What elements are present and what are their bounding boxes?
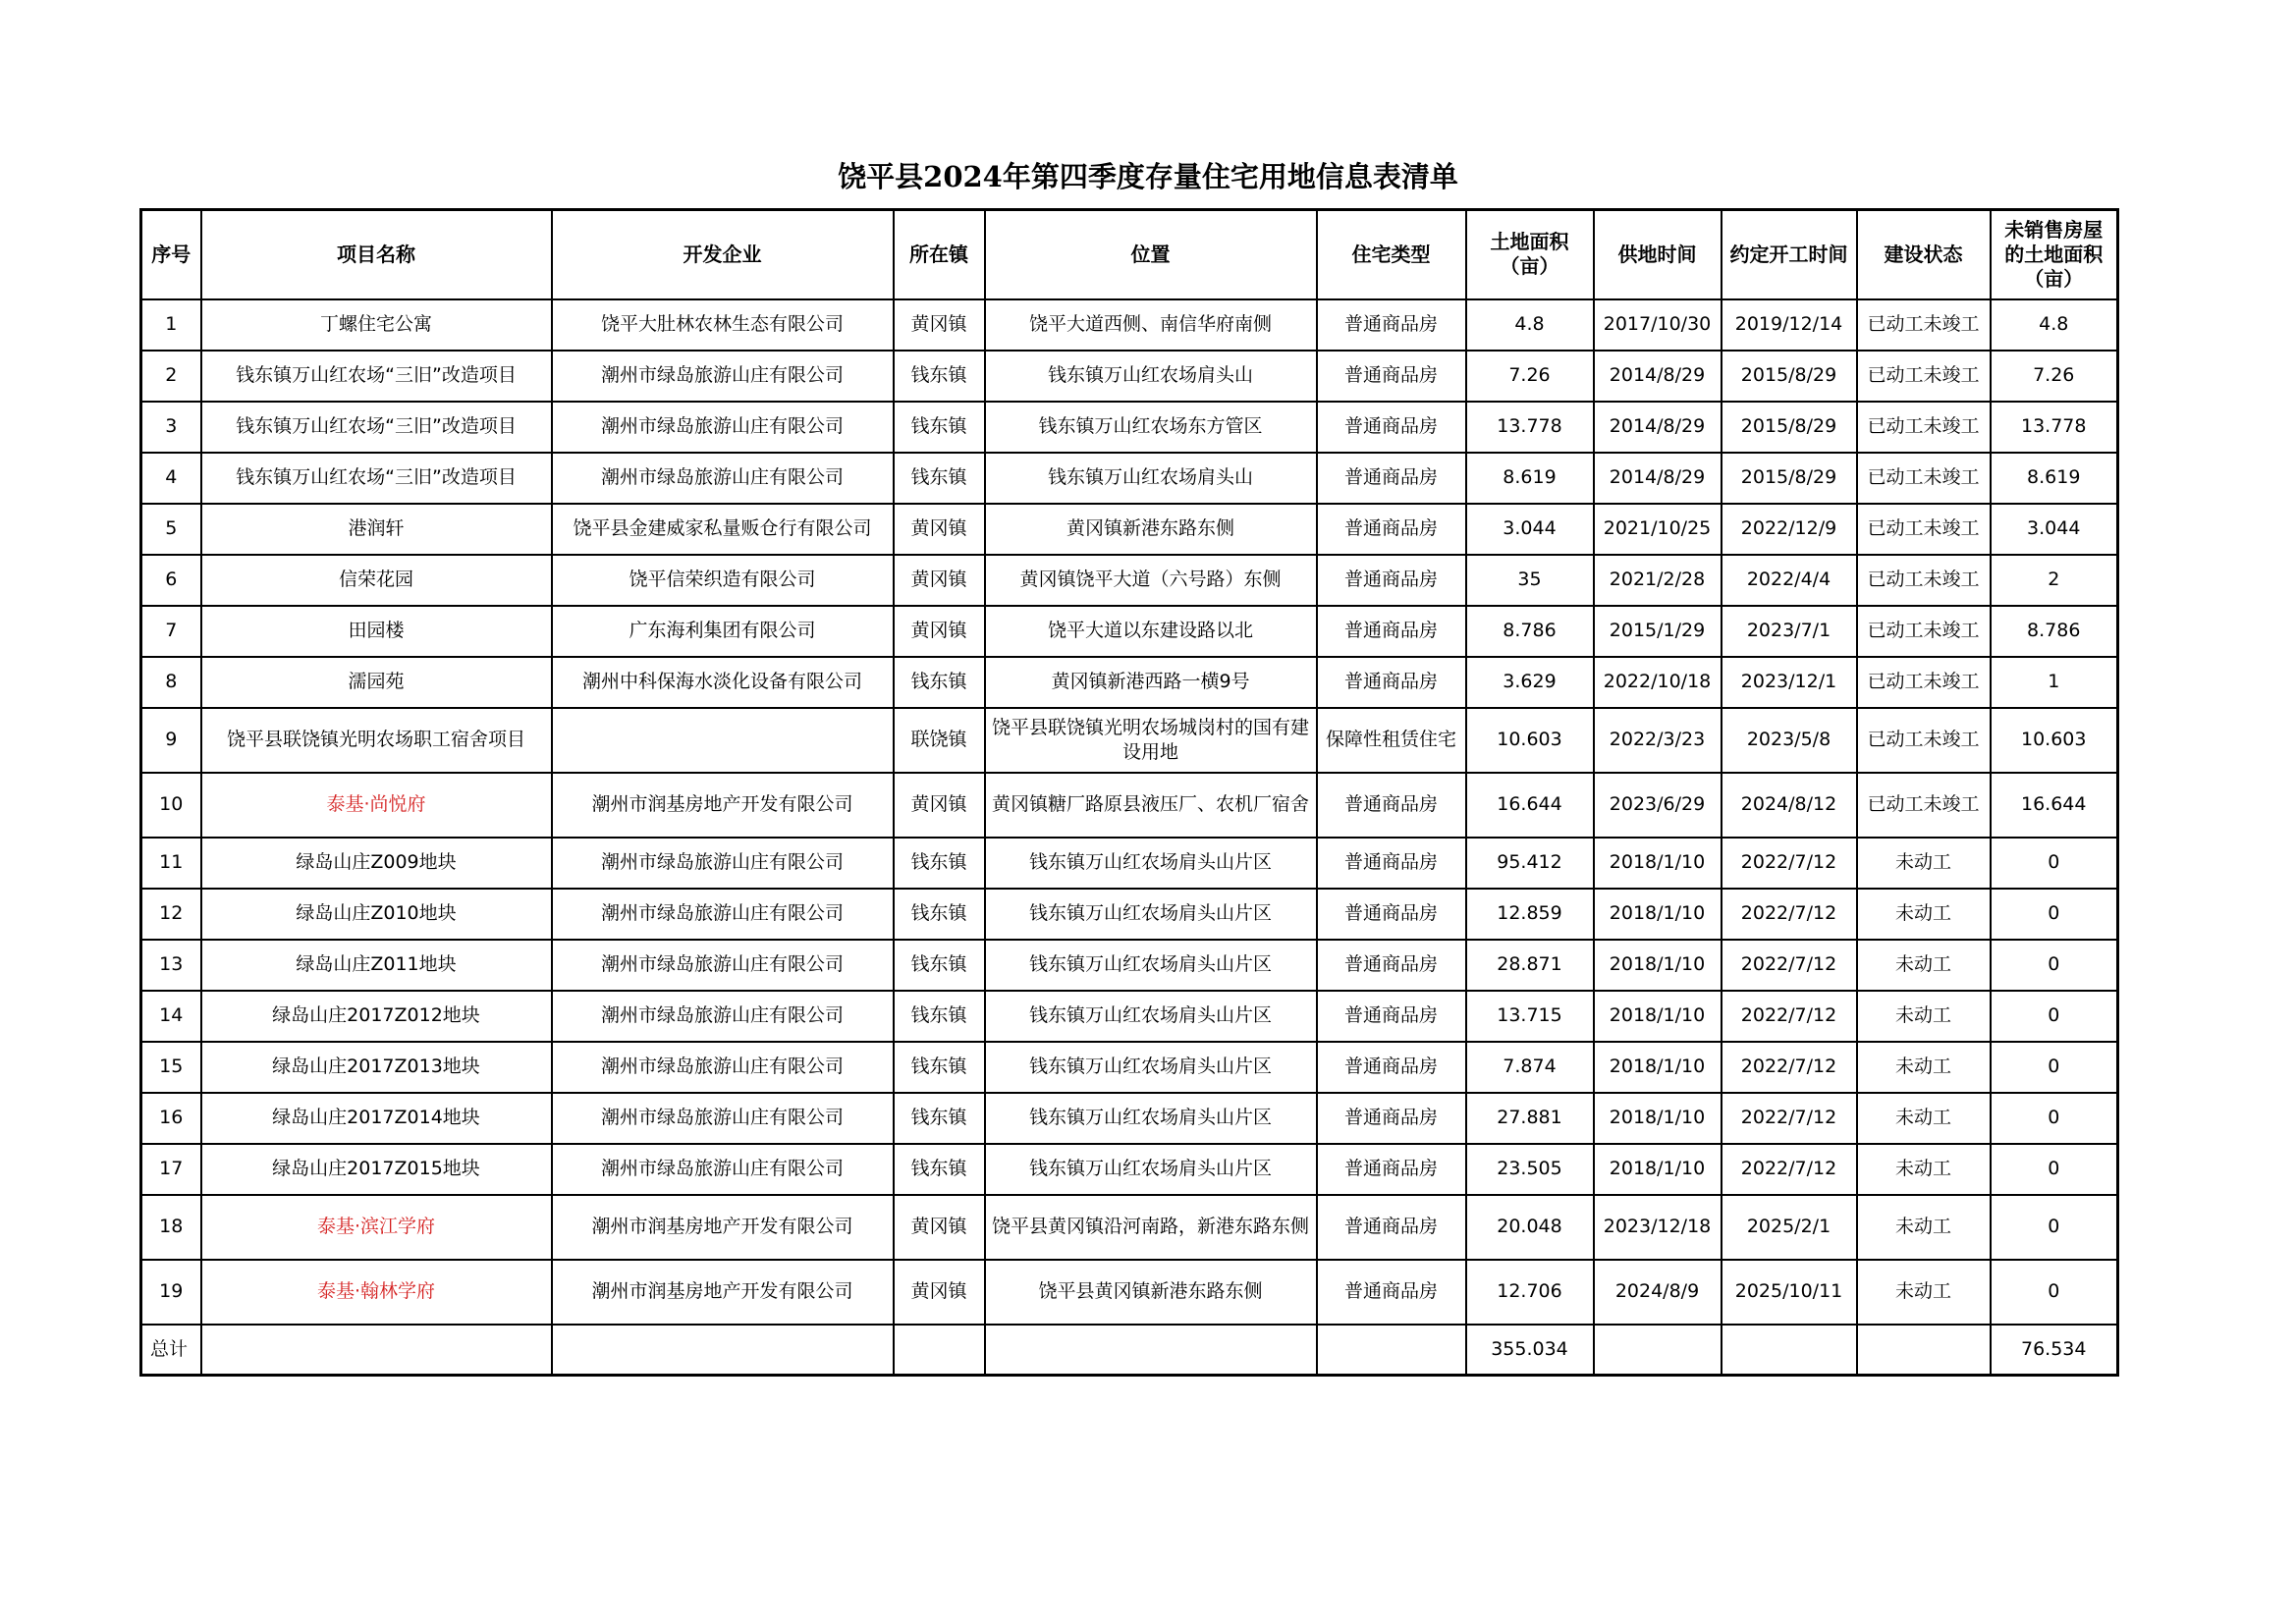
town-cell: 钱东镇: [894, 1093, 985, 1144]
town-cell: 黄冈镇: [894, 773, 985, 838]
row-number-cell: 9: [141, 708, 201, 773]
housing-type-cell: 保障性租赁住宅: [1317, 708, 1466, 773]
row-number-cell: 11: [141, 838, 201, 889]
header-cell: 土地面积（亩）: [1466, 210, 1594, 299]
supply-date-cell: 2018/1/10: [1594, 940, 1722, 991]
supply-date-cell: 2018/1/10: [1594, 1042, 1722, 1093]
town-cell: 钱东镇: [894, 351, 985, 402]
land-area-cell: 8.786: [1466, 606, 1594, 657]
unsold-area-cell: 2: [1991, 555, 2118, 606]
row-number-cell: 12: [141, 889, 201, 940]
build-status-cell: 未动工: [1857, 991, 1991, 1042]
table-cell: [552, 1325, 894, 1376]
project-name-cell: 钱东镇万山红农场“三旧”改造项目: [201, 453, 552, 504]
land-area-cell: 12.859: [1466, 889, 1594, 940]
unsold-area-cell: 10.603: [1991, 708, 2118, 773]
table-cell: [1857, 1325, 1991, 1376]
row-number-cell: 3: [141, 402, 201, 453]
table-row: [141, 708, 2118, 773]
land-area-cell: 35: [1466, 555, 1594, 606]
housing-type-cell: 普通商品房: [1317, 773, 1466, 838]
row-number-cell: 4: [141, 453, 201, 504]
town-cell: 黄冈镇: [894, 1195, 985, 1260]
developer-cell: 潮州市绿岛旅游山庄有限公司: [552, 838, 894, 889]
supply-date-cell: 2018/1/10: [1594, 991, 1722, 1042]
developer-cell: 潮州市润基房地产开发有限公司: [552, 773, 894, 838]
build-status-cell: 未动工: [1857, 889, 1991, 940]
row-number-cell: 13: [141, 940, 201, 991]
table-cell: [1594, 1325, 1722, 1376]
location-cell: 钱东镇万山红农场肩头山片区: [985, 1093, 1317, 1144]
project-name-cell: 濡园苑: [201, 657, 552, 708]
developer-cell: [552, 708, 894, 773]
table-row: [141, 555, 2118, 606]
row-number-cell: 18: [141, 1195, 201, 1260]
build-status-cell: 已动工未竣工: [1857, 504, 1991, 555]
build-status-cell: 未动工: [1857, 1144, 1991, 1195]
build-status-cell: 未动工: [1857, 940, 1991, 991]
project-name-cell: 田园楼: [201, 606, 552, 657]
project-name-cell: 泰基·翰林学府: [201, 1260, 552, 1325]
developer-cell: 潮州中科保海水淡化设备有限公司: [552, 657, 894, 708]
header-cell: 住宅类型: [1317, 210, 1466, 299]
build-status-cell: 已动工未竣工: [1857, 555, 1991, 606]
housing-type-cell: 普通商品房: [1317, 402, 1466, 453]
town-cell: 钱东镇: [894, 1042, 985, 1093]
table-cell: [985, 1325, 1317, 1376]
location-cell: 钱东镇万山红农场东方管区: [985, 402, 1317, 453]
table-row: [141, 773, 2118, 838]
location-cell: 钱东镇万山红农场肩头山: [985, 453, 1317, 504]
row-number-cell: 15: [141, 1042, 201, 1093]
start-date-cell: 2015/8/29: [1722, 453, 1857, 504]
project-name-cell: 丁螺住宅公寓: [201, 299, 552, 351]
build-status-cell: 已动工未竣工: [1857, 773, 1991, 838]
table-row: [141, 351, 2118, 402]
location-cell: 黄冈镇新港西路一横9号: [985, 657, 1317, 708]
unsold-area-cell: 0: [1991, 838, 2118, 889]
developer-cell: 潮州市润基房地产开发有限公司: [552, 1195, 894, 1260]
supply-date-cell: 2022/3/23: [1594, 708, 1722, 773]
header-cell: 所在镇: [894, 210, 985, 299]
build-status-cell: 未动工: [1857, 838, 1991, 889]
housing-type-cell: 普通商品房: [1317, 940, 1466, 991]
land-area-cell: 10.603: [1466, 708, 1594, 773]
project-name-cell: 泰基·尚悦府: [201, 773, 552, 838]
build-status-cell: 未动工: [1857, 1093, 1991, 1144]
header-cell: 供地时间: [1594, 210, 1722, 299]
build-status-cell: 已动工未竣工: [1857, 708, 1991, 773]
unsold-area-cell: 13.778: [1991, 402, 2118, 453]
developer-cell: 潮州市绿岛旅游山庄有限公司: [552, 402, 894, 453]
row-number-cell: 14: [141, 991, 201, 1042]
location-cell: 钱东镇万山红农场肩头山片区: [985, 1144, 1317, 1195]
start-date-cell: 2025/2/1: [1722, 1195, 1857, 1260]
land-area-cell: 27.881: [1466, 1093, 1594, 1144]
build-status-cell: 已动工未竣工: [1857, 606, 1991, 657]
developer-cell: 潮州市绿岛旅游山庄有限公司: [552, 453, 894, 504]
start-date-cell: 2024/8/12: [1722, 773, 1857, 838]
table-row: [141, 1042, 2118, 1093]
start-date-cell: 2022/12/9: [1722, 504, 1857, 555]
land-area-cell: 16.644: [1466, 773, 1594, 838]
housing-type-cell: 普通商品房: [1317, 606, 1466, 657]
land-area-cell: 13.778: [1466, 402, 1594, 453]
location-cell: 钱东镇万山红农场肩头山片区: [985, 991, 1317, 1042]
land-area-cell: 23.505: [1466, 1144, 1594, 1195]
supply-date-cell: 2015/1/29: [1594, 606, 1722, 657]
housing-type-cell: 普通商品房: [1317, 351, 1466, 402]
land-area-cell: 12.706: [1466, 1260, 1594, 1325]
table-row: [141, 1144, 2118, 1195]
build-status-cell: 已动工未竣工: [1857, 351, 1991, 402]
supply-date-cell: 2023/12/18: [1594, 1195, 1722, 1260]
unsold-area-cell: 16.644: [1991, 773, 2118, 838]
table-row: [141, 402, 2118, 453]
town-cell: 钱东镇: [894, 402, 985, 453]
land-area-cell: 28.871: [1466, 940, 1594, 991]
start-date-cell: 2023/12/1: [1722, 657, 1857, 708]
start-date-cell: 2022/7/12: [1722, 889, 1857, 940]
developer-cell: 潮州市绿岛旅游山庄有限公司: [552, 991, 894, 1042]
developer-cell: 潮州市绿岛旅游山庄有限公司: [552, 889, 894, 940]
build-status-cell: 未动工: [1857, 1260, 1991, 1325]
table-row: [141, 1260, 2118, 1325]
table-body: [141, 299, 2118, 1325]
start-date-cell: 2022/7/12: [1722, 940, 1857, 991]
row-number-cell: 7: [141, 606, 201, 657]
build-status-cell: 未动工: [1857, 1195, 1991, 1260]
row-number-cell: 19: [141, 1260, 201, 1325]
town-cell: 钱东镇: [894, 657, 985, 708]
town-cell: 钱东镇: [894, 838, 985, 889]
unsold-area-cell: 8.619: [1991, 453, 2118, 504]
table-row: [141, 1093, 2118, 1144]
housing-type-cell: 普通商品房: [1317, 299, 1466, 351]
land-area-cell: 20.048: [1466, 1195, 1594, 1260]
developer-cell: 饶平县金建威家私量贩仓行有限公司: [552, 504, 894, 555]
town-cell: 联饶镇: [894, 708, 985, 773]
developer-cell: 潮州市绿岛旅游山庄有限公司: [552, 1093, 894, 1144]
supply-date-cell: 2023/6/29: [1594, 773, 1722, 838]
land-area-cell: 8.619: [1466, 453, 1594, 504]
unsold-area-cell: 0: [1991, 991, 2118, 1042]
housing-type-cell: 普通商品房: [1317, 555, 1466, 606]
location-cell: 黄冈镇新港东路东侧: [985, 504, 1317, 555]
start-date-cell: 2022/4/4: [1722, 555, 1857, 606]
developer-cell: 饶平信荣织造有限公司: [552, 555, 894, 606]
town-cell: 黄冈镇: [894, 299, 985, 351]
location-cell: 饶平县黄冈镇新港东路东侧: [985, 1260, 1317, 1325]
start-date-cell: 2015/8/29: [1722, 402, 1857, 453]
location-cell: 黄冈镇糖厂路原县液压厂、农机厂宿舍: [985, 773, 1317, 838]
supply-date-cell: 2014/8/29: [1594, 402, 1722, 453]
location-cell: 钱东镇万山红农场肩头山片区: [985, 1042, 1317, 1093]
supply-date-cell: 2018/1/10: [1594, 838, 1722, 889]
header-cell: 位置: [985, 210, 1317, 299]
location-cell: 饶平县联饶镇光明农场城岗村的国有建设用地: [985, 708, 1317, 773]
developer-cell: 潮州市润基房地产开发有限公司: [552, 1260, 894, 1325]
start-date-cell: 2022/7/12: [1722, 1042, 1857, 1093]
project-name-cell: 绿岛山庄2017Z015地块: [201, 1144, 552, 1195]
project-name-cell: 钱东镇万山红农场“三旧”改造项目: [201, 402, 552, 453]
supply-date-cell: 2018/1/10: [1594, 1144, 1722, 1195]
town-cell: 黄冈镇: [894, 606, 985, 657]
housing-type-cell: 普通商品房: [1317, 889, 1466, 940]
project-name-cell: 钱东镇万山红农场“三旧”改造项目: [201, 351, 552, 402]
header-cell: 项目名称: [201, 210, 552, 299]
row-number-cell: 17: [141, 1144, 201, 1195]
town-cell: 钱东镇: [894, 991, 985, 1042]
project-name-cell: 绿岛山庄2017Z014地块: [201, 1093, 552, 1144]
build-status-cell: 已动工未竣工: [1857, 657, 1991, 708]
header-cell: 建设状态: [1857, 210, 1991, 299]
unsold-area-cell: 0: [1991, 1260, 2118, 1325]
project-name-cell: 港润轩: [201, 504, 552, 555]
header-row: [141, 210, 2118, 299]
table-row: [141, 1195, 2118, 1260]
supply-date-cell: 2021/2/28: [1594, 555, 1722, 606]
supply-date-cell: 2014/8/29: [1594, 453, 1722, 504]
table-cell: [1317, 1325, 1466, 1376]
land-area-cell: 13.715: [1466, 991, 1594, 1042]
project-name-cell: 绿岛山庄Z009地块: [201, 838, 552, 889]
unsold-area-cell: 3.044: [1991, 504, 2118, 555]
start-date-cell: 2025/10/11: [1722, 1260, 1857, 1325]
row-number-cell: 5: [141, 504, 201, 555]
unsold-area-cell: 7.26: [1991, 351, 2118, 402]
town-cell: 黄冈镇: [894, 555, 985, 606]
unsold-area-cell: 0: [1991, 940, 2118, 991]
supply-date-cell: 2021/10/25: [1594, 504, 1722, 555]
supply-date-cell: 2014/8/29: [1594, 351, 1722, 402]
header-cell: 序号: [141, 210, 201, 299]
build-status-cell: 未动工: [1857, 1042, 1991, 1093]
build-status-cell: 已动工未竣工: [1857, 402, 1991, 453]
table-row: [141, 504, 2118, 555]
housing-type-cell: 普通商品房: [1317, 1144, 1466, 1195]
location-cell: 黄冈镇饶平大道（六号路）东侧: [985, 555, 1317, 606]
header-cell: 约定开工时间: [1722, 210, 1857, 299]
unsold-area-cell: 0: [1991, 1042, 2118, 1093]
table-row: [141, 657, 2118, 708]
project-name-cell: 饶平县联饶镇光明农场职工宿舍项目: [201, 708, 552, 773]
developer-cell: 潮州市绿岛旅游山庄有限公司: [552, 1042, 894, 1093]
land-area-cell: 95.412: [1466, 838, 1594, 889]
project-name-cell: 绿岛山庄2017Z013地块: [201, 1042, 552, 1093]
supply-date-cell: 2022/10/18: [1594, 657, 1722, 708]
developer-cell: 潮州市绿岛旅游山庄有限公司: [552, 940, 894, 991]
town-cell: 钱东镇: [894, 889, 985, 940]
location-cell: 钱东镇万山红农场肩头山片区: [985, 838, 1317, 889]
unsold-area-cell: 0: [1991, 889, 2118, 940]
total-area: 355.034: [1466, 1325, 1594, 1376]
land-area-cell: 3.044: [1466, 504, 1594, 555]
developer-cell: 潮州市绿岛旅游山庄有限公司: [552, 1144, 894, 1195]
supply-date-cell: 2024/8/9: [1594, 1260, 1722, 1325]
location-cell: 钱东镇万山红农场肩头山: [985, 351, 1317, 402]
start-date-cell: 2022/7/12: [1722, 1144, 1857, 1195]
town-cell: 钱东镇: [894, 940, 985, 991]
start-date-cell: 2023/7/1: [1722, 606, 1857, 657]
table-cell: [894, 1325, 985, 1376]
table-row: [141, 299, 2118, 351]
location-cell: 饶平县黄冈镇沿河南路，新港东路东侧: [985, 1195, 1317, 1260]
developer-cell: 广东海利集团有限公司: [552, 606, 894, 657]
location-cell: 钱东镇万山红农场肩头山片区: [985, 940, 1317, 991]
location-cell: 饶平大道以东建设路以北: [985, 606, 1317, 657]
unsold-area-cell: 0: [1991, 1144, 2118, 1195]
table-cell: [201, 1325, 552, 1376]
start-date-cell: 2019/12/14: [1722, 299, 1857, 351]
town-cell: 钱东镇: [894, 453, 985, 504]
project-name-cell: 绿岛山庄Z011地块: [201, 940, 552, 991]
table-row: [141, 991, 2118, 1042]
start-date-cell: 2023/5/8: [1722, 708, 1857, 773]
row-number-cell: 2: [141, 351, 201, 402]
unsold-area-cell: 0: [1991, 1195, 2118, 1260]
location-cell: 钱东镇万山红农场肩头山片区: [985, 889, 1317, 940]
project-name-cell: 信荣花园: [201, 555, 552, 606]
start-date-cell: 2022/7/12: [1722, 991, 1857, 1042]
project-name-cell: 泰基·滨江学府: [201, 1195, 552, 1260]
land-area-cell: 7.26: [1466, 351, 1594, 402]
document-title: 饶平县2024年第四季度存量住宅用地信息表清单: [838, 160, 1458, 193]
start-date-cell: 2022/7/12: [1722, 838, 1857, 889]
row-number-cell: 16: [141, 1093, 201, 1144]
land-area-cell: 7.874: [1466, 1042, 1594, 1093]
table-row: [141, 940, 2118, 991]
start-date-cell: 2015/8/29: [1722, 351, 1857, 402]
table-row: [141, 838, 2118, 889]
supply-date-cell: 2018/1/10: [1594, 889, 1722, 940]
table-row: [141, 606, 2118, 657]
land-area-cell: 3.629: [1466, 657, 1594, 708]
housing-type-cell: 普通商品房: [1317, 1093, 1466, 1144]
build-status-cell: 已动工未竣工: [1857, 299, 1991, 351]
land-area-cell: 4.8: [1466, 299, 1594, 351]
location-cell: 饶平大道西侧、南信华府南侧: [985, 299, 1317, 351]
total-unsold: 76.534: [1991, 1325, 2118, 1376]
table-row: [141, 453, 2118, 504]
housing-type-cell: 普通商品房: [1317, 1195, 1466, 1260]
build-status-cell: 已动工未竣工: [1857, 453, 1991, 504]
land-info-table: [139, 208, 2119, 1377]
town-cell: 黄冈镇: [894, 1260, 985, 1325]
total-label: 总计: [141, 1325, 201, 1376]
row-number-cell: 10: [141, 773, 201, 838]
town-cell: 黄冈镇: [894, 504, 985, 555]
developer-cell: 潮州市绿岛旅游山庄有限公司: [552, 351, 894, 402]
supply-date-cell: 2017/10/30: [1594, 299, 1722, 351]
header-cell: 开发企业: [552, 210, 894, 299]
housing-type-cell: 普通商品房: [1317, 657, 1466, 708]
unsold-area-cell: 0: [1991, 1093, 2118, 1144]
row-number-cell: 1: [141, 299, 201, 351]
table-row: [141, 889, 2118, 940]
housing-type-cell: 普通商品房: [1317, 991, 1466, 1042]
housing-type-cell: 普通商品房: [1317, 1042, 1466, 1093]
unsold-area-cell: 4.8: [1991, 299, 2118, 351]
project-name-cell: 绿岛山庄Z010地块: [201, 889, 552, 940]
housing-type-cell: 普通商品房: [1317, 453, 1466, 504]
row-number-cell: 8: [141, 657, 201, 708]
row-number-cell: 6: [141, 555, 201, 606]
start-date-cell: 2022/7/12: [1722, 1093, 1857, 1144]
housing-type-cell: 普通商品房: [1317, 504, 1466, 555]
unsold-area-cell: 8.786: [1991, 606, 2118, 657]
supply-date-cell: 2018/1/10: [1594, 1093, 1722, 1144]
housing-type-cell: 普通商品房: [1317, 838, 1466, 889]
developer-cell: 饶平大肚林农林生态有限公司: [552, 299, 894, 351]
header-cell: 未销售房屋的土地面积（亩）: [1991, 210, 2118, 299]
total-row: [141, 1325, 2118, 1376]
town-cell: 钱东镇: [894, 1144, 985, 1195]
table-cell: [1722, 1325, 1857, 1376]
project-name-cell: 绿岛山庄2017Z012地块: [201, 991, 552, 1042]
housing-type-cell: 普通商品房: [1317, 1260, 1466, 1325]
unsold-area-cell: 1: [1991, 657, 2118, 708]
